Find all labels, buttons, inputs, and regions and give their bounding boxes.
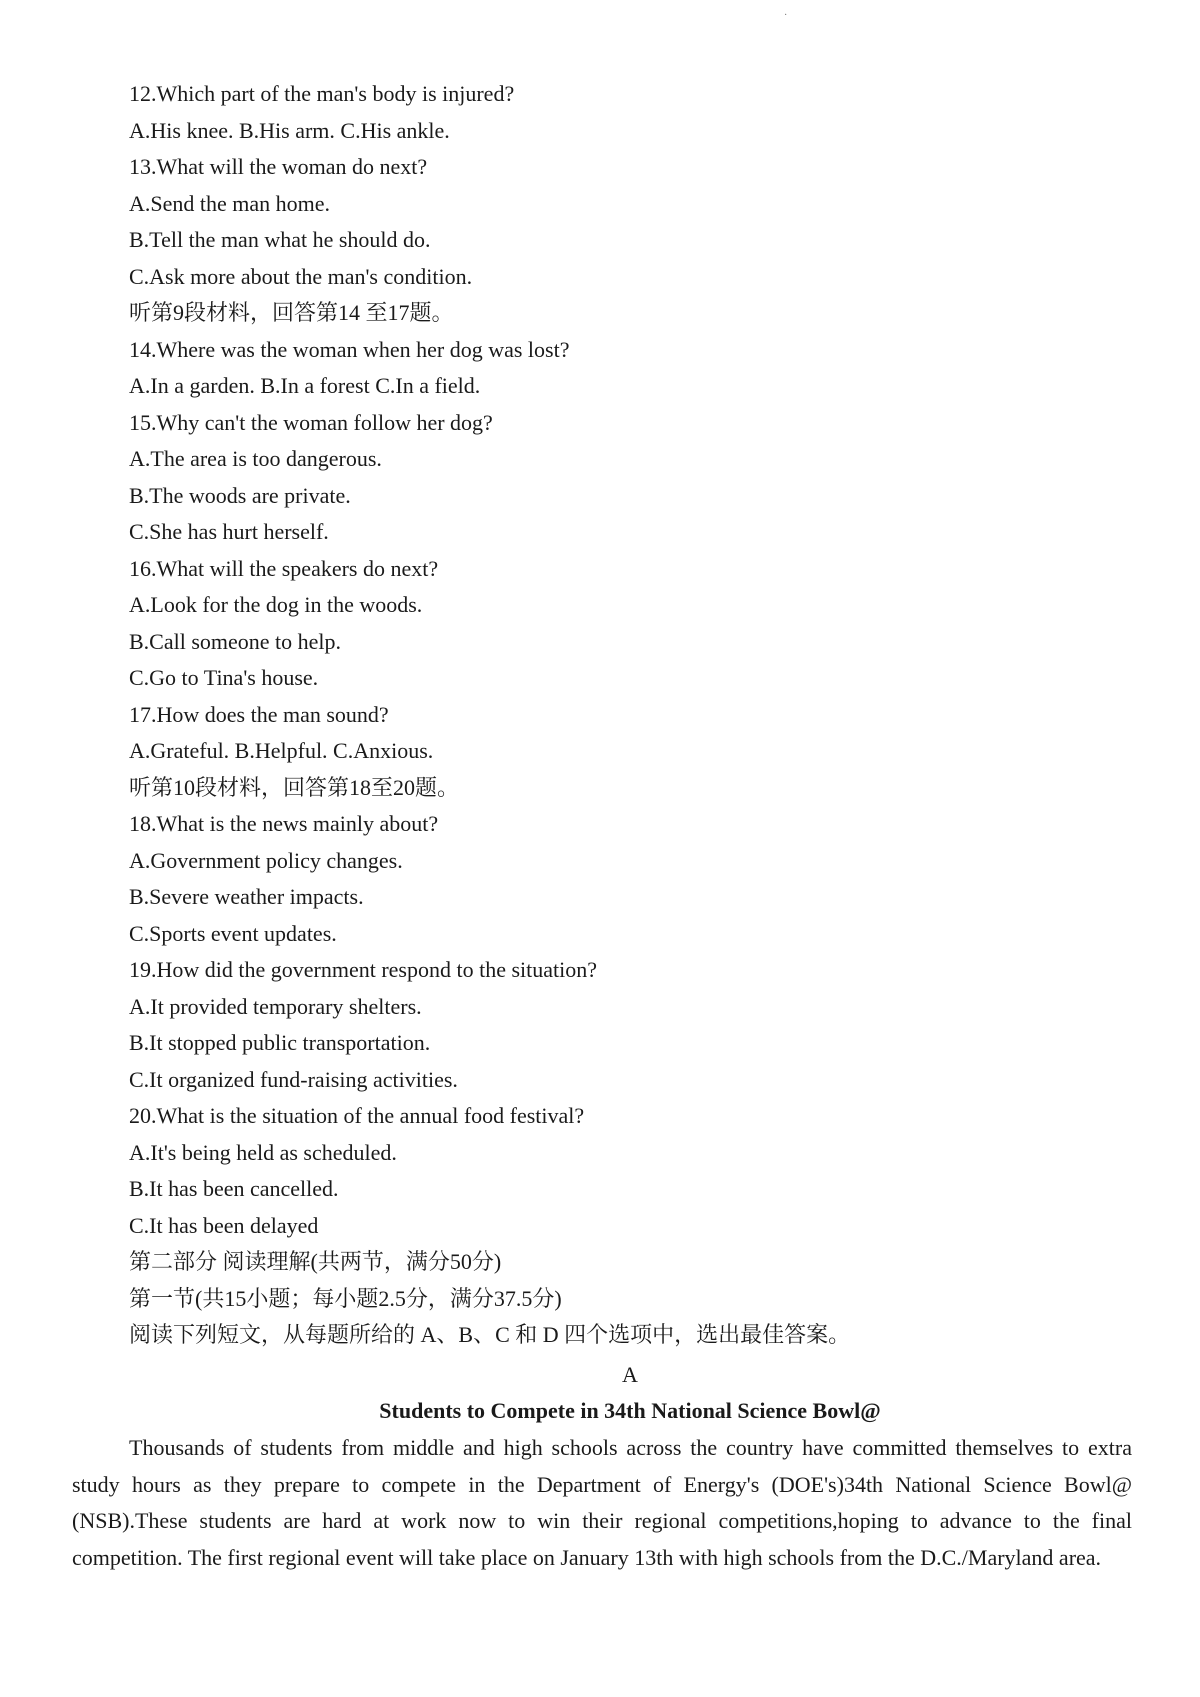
text-line: B.It has been cancelled. [129, 1176, 339, 1201]
text-line: B.Call someone to help. [129, 628, 342, 654]
text-line: B.It stopped public transportation. [129, 1030, 431, 1055]
text-line: 16.What will the speakers do next? [129, 555, 439, 581]
question-list [129, 76, 1129, 1354]
text-line: A.The area is too dangerous. [129, 446, 382, 471]
text-line: C.It organized fund-raising activities. [129, 1066, 458, 1092]
text-line: B.The woods are private. [129, 482, 351, 508]
text-line: C.She has hurt herself. [129, 519, 329, 544]
text-line: 听第10段材料，回答第18至20题。 [129, 774, 460, 800]
text-line: B.Severe weather impacts. [129, 884, 364, 909]
text-line: C.Ask more about the man's condition. [129, 263, 473, 289]
text-line: 第二部分 阅读理解(共两节，满分50分) [129, 1249, 502, 1274]
section-letter: A [622, 1362, 638, 1387]
text-line: 第一节(共15小题；每小题2.5分，满分37.5分) [129, 1285, 562, 1311]
article-title: Students to Compete in 34th National Science Bowl@ [379, 1398, 881, 1423]
text-line: C.Go to Tina's house. [129, 665, 319, 690]
text-line: C.Sports event updates. [129, 920, 337, 946]
text-line: A.Grateful. B.Helpful. C.Anxious. [129, 738, 434, 763]
text-line: A.Government policy changes. [129, 847, 403, 873]
text-line: 14.Where was the woman when her dog was lost? [129, 336, 570, 362]
text-line: A.In a garden. B.In a forest C.In a field. [129, 373, 481, 398]
text-line: B.Tell the man what he should do. [129, 227, 431, 252]
text-line: A.It provided temporary shelters. [129, 993, 422, 1019]
text-line: 12.Which part of the man's body is injured? [129, 81, 515, 106]
text-line: 13.What will the woman do next? [129, 154, 428, 179]
text-line: A.His knee. B.His arm. C.His ankle. [129, 117, 450, 143]
text-line: A.Look for the dog in the woods. [129, 592, 423, 617]
text-line: 20.What is the situation of the annual food festival? [129, 1103, 585, 1128]
article-paragraph: Thousands of students from middle and high schools across the country have committed themselves to extra study hours as they prepare to compete in the Department of Energy's (DOE's)34th National Science Bowl@ (NSB).These students are hard at work now to win their regional competitions,hoping to advance to the final competition. The first regional event will take place on January 13th with high schools from the D.C./Maryland area. [72, 1435, 1132, 1570]
text-line: 17.How does the man sound? [129, 701, 389, 727]
text-line: 19.How did the government respond to the situation? [129, 957, 598, 982]
text-line: A.Send the man home. [129, 190, 331, 216]
text-line: C.It has been delayed [129, 1212, 319, 1238]
text-line: 阅读下列短文，从每题所给的 A、B、C 和 D 四个选项中，选出最佳答案。 [129, 1322, 851, 1347]
text-line: A.It's being held as scheduled. [129, 1139, 397, 1165]
text-line: 18.What is the news mainly about? [129, 811, 439, 836]
text-line: 15.Why can't the woman follow her dog? [129, 409, 493, 435]
text-line: 听第9段材料，回答第14 至17题。 [129, 300, 454, 325]
scan-mark: · [784, 10, 788, 21]
